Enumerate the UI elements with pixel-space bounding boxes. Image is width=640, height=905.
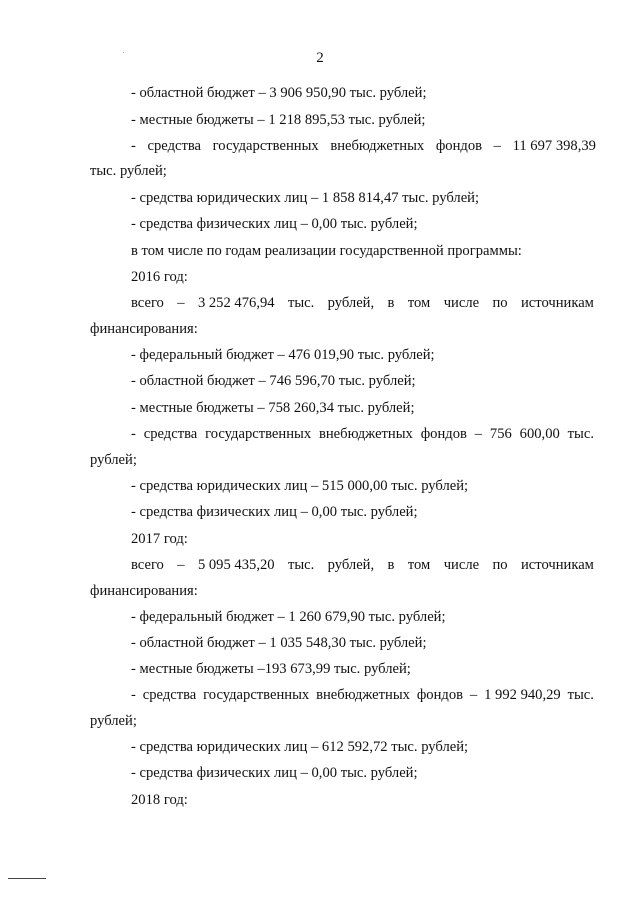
word: государственных [212, 138, 319, 154]
word: – [474, 426, 483, 442]
word: тыс. [287, 295, 315, 311]
word: тыс. [287, 557, 315, 573]
text-line-justified [131, 294, 594, 312]
word: - [131, 687, 136, 703]
text-line: рублей; [90, 713, 137, 729]
page-number: 2 [316, 50, 324, 66]
word: фондов [435, 138, 483, 154]
text-line: - местные бюджеты –193 673,99 тыс. рублей; [131, 661, 411, 677]
word: 3 252 476,94 [197, 295, 275, 311]
word: фондов [416, 687, 464, 703]
word: внебюджетных [316, 687, 410, 703]
year-heading: 2016 год: [131, 269, 188, 285]
word: всего [131, 557, 164, 573]
word: числе [443, 557, 480, 573]
word: - [131, 426, 136, 442]
text-line: - местные бюджеты – 758 260,34 тыс. рублей; [131, 400, 415, 416]
footer-rule [8, 878, 46, 879]
text-line: - средства физических лиц – 0,00 тыс. рублей; [131, 504, 418, 520]
word: средства [143, 426, 198, 442]
word: 5 095 435,20 [197, 557, 275, 573]
text-line: - местные бюджеты – 1 218 895,53 тыс. рублей; [131, 112, 426, 128]
word: числе [443, 295, 480, 311]
word: тыс. [567, 426, 594, 442]
word: тыс. [567, 687, 594, 703]
text-line: финансирования: [90, 583, 198, 599]
word: по [492, 557, 508, 573]
word: том [407, 557, 431, 573]
word: – [469, 687, 478, 703]
text-line-justified [131, 425, 594, 443]
word: 600,00 [519, 426, 560, 442]
text-line: финансирования: [90, 321, 198, 337]
text-line: - средства юридических лиц – 1 858 814,47 тыс. рублей; [131, 190, 480, 206]
word: - [131, 138, 136, 154]
text-line: в том числе по годам реализации государственной программы: [131, 243, 522, 259]
word: – [177, 557, 185, 573]
word: государственных [205, 426, 312, 442]
text-line: рублей; [90, 452, 137, 468]
text-line: - областной бюджет – 746 596,70 тыс. рублей; [131, 373, 416, 389]
text-line: - федеральный бюджет – 476 019,90 тыс. рублей; [131, 347, 435, 363]
text-line-justified [131, 137, 596, 155]
text-line: - средства физических лиц – 0,00 тыс. рублей; [131, 765, 418, 781]
word: фондов [420, 426, 467, 442]
word: по [492, 295, 508, 311]
word: в [387, 557, 395, 573]
word: в [387, 295, 395, 311]
word: – [493, 138, 501, 154]
word: рублей, [327, 295, 375, 311]
year-heading: 2018 год: [131, 792, 188, 808]
word: – [177, 295, 185, 311]
word: внебюджетных [330, 138, 425, 154]
word: рублей, [327, 557, 375, 573]
word: источникам [520, 295, 594, 311]
text-line: - средства юридических лиц – 612 592,72 тыс. рублей; [131, 739, 469, 755]
word: государственных [203, 687, 310, 703]
word: всего [131, 295, 164, 311]
word: внебюджетных [318, 426, 413, 442]
text-line: - средства юридических лиц – 515 000,00 тыс. рублей; [131, 478, 469, 494]
text-line: - областной бюджет – 1 035 548,30 тыс. рублей; [131, 635, 427, 651]
text-line: - средства физических лиц – 0,00 тыс. рублей; [131, 216, 418, 232]
text-line: - областной бюджет – 3 906 950,90 тыс. рублей; [131, 85, 427, 101]
word: источникам [520, 557, 594, 573]
word: средства [147, 138, 202, 154]
word: средства [142, 687, 197, 703]
word: 11 697 398,39 [512, 138, 596, 154]
text-line-justified [131, 686, 594, 704]
text-line: тыс. рублей; [90, 163, 167, 179]
word: 1 992 940,29 [484, 687, 561, 703]
year-heading: 2017 год: [131, 531, 188, 547]
word: том [407, 295, 431, 311]
text-line: - федеральный бюджет – 1 260 679,90 тыс. рублей; [131, 609, 446, 625]
text-line-justified [131, 556, 594, 574]
word: 756 [489, 426, 512, 442]
